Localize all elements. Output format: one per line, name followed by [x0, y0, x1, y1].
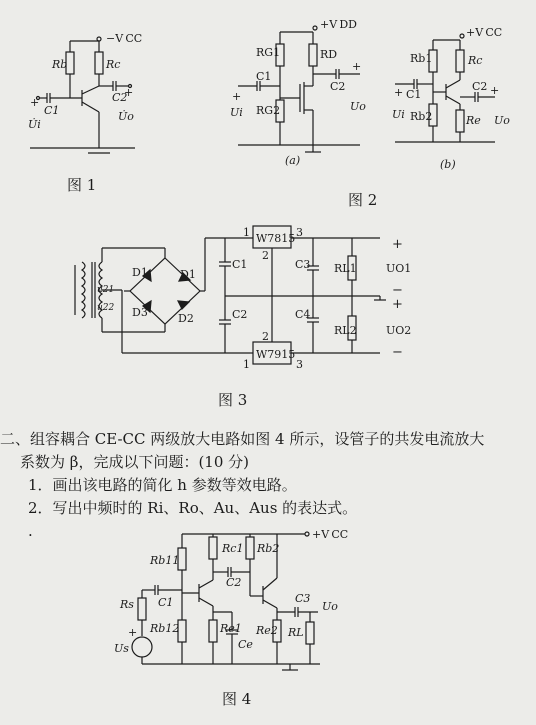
fig3-plus1: + — [392, 237, 403, 252]
fig3-minus2: − — [392, 345, 403, 360]
fig4-re1-label: Re1 — [220, 622, 242, 635]
fig1-c1-label: C1 — [44, 104, 60, 117]
question-2-text — [0, 428, 536, 543]
fig3-c3-label: C3 — [295, 258, 311, 271]
fig4-vcc-label: +V CC — [312, 528, 349, 541]
fig3-w7915-label: W7915 — [256, 348, 296, 361]
fig2a-rd-label: RD — [320, 48, 338, 61]
stray-dot: . — [28, 522, 33, 540]
fig1-rc-label: Rc — [106, 58, 121, 71]
question-continuation: 系数为 β，完成以下问题：(10 分) — [20, 453, 250, 471]
question-item-2: 2．写出中频时的 Ri、Ro、Au、Aus 的表达式。 — [28, 499, 358, 517]
fig3-c1-label: C1 — [232, 258, 248, 271]
fig4-rb12-label: Rb12 — [150, 622, 180, 635]
fig2b-ui-label: Ui — [392, 108, 405, 121]
fig2a-ui-label: Ui — [230, 106, 243, 119]
figure-3-caption: 图 3 — [218, 391, 248, 409]
fig4-ce-label: Ce — [238, 638, 253, 651]
fig1-ui-label: U̇i — [28, 118, 41, 131]
fig3-d3-label: D3 — [132, 306, 148, 319]
figure-2-caption: 图 2 — [348, 191, 378, 209]
fig3-u22-label: u22 — [97, 303, 115, 313]
fig3-uo2-label: UO2 — [386, 324, 412, 337]
question-item-1: 1．画出该电路的简化 h 参数等效电路。 — [28, 476, 297, 494]
figure-4-caption: 图 4 — [222, 690, 252, 708]
figure-1-caption: 图 1 — [67, 176, 97, 194]
fig4-c2-label: C2 — [226, 576, 242, 589]
fig2a-sub-label: (a) — [285, 154, 301, 167]
fig3-u21-label: u21 — [97, 285, 115, 295]
fig4-uo-label: Uo — [322, 600, 338, 613]
fig3-rl1-label: RL1 — [334, 262, 357, 275]
fig3-pin2-top: 2 — [262, 249, 269, 262]
fig2b-c1-label: C1 — [406, 88, 422, 101]
fig3-d2-label: D2 — [178, 312, 194, 325]
fig1-rb-label: Rb — [52, 58, 68, 71]
fig3-minus1: − — [392, 283, 403, 298]
fig4-plus-label: + — [128, 626, 138, 639]
fig3-c2-label: C2 — [232, 308, 248, 321]
fig2a-rg2-label: RG2 — [256, 104, 281, 117]
fig4-c1-label: C1 — [158, 596, 174, 609]
fig2b-plus-in: + — [394, 86, 404, 99]
question-title: 二、组容耦合 CE-CC 两级放大电路如图 4 所示，设管子的共发电流放大 — [0, 430, 485, 448]
figure-3-circuit — [75, 226, 386, 364]
fig2b-plus-out: + — [490, 84, 500, 97]
fig3-rl2-label: RL2 — [334, 324, 357, 337]
fig4-rl-label: RL — [288, 626, 304, 639]
fig2b-rb2-label: Rb2 — [410, 110, 433, 123]
fig3-uo1-label: UO1 — [386, 262, 412, 275]
fig4-re2-label: Re2 — [256, 624, 278, 637]
fig4-us-label: Us — [114, 642, 129, 655]
fig3-d1-label: D1 — [132, 266, 148, 279]
fig3-d4-label: D1 — [180, 268, 196, 281]
fig2a-c2-label: C2 — [330, 80, 346, 93]
fig3-pin3-bot: 3 — [296, 358, 303, 371]
fig2b-rb1-label: Rb1 — [410, 52, 433, 65]
fig1-uo-label: U̇o — [118, 110, 134, 123]
fig3-plus2: + — [392, 297, 403, 312]
fig2a-vdd-label: +V DD — [320, 18, 357, 31]
fig2b-c2-label: C2 — [472, 80, 488, 93]
fig3-pin2-bot: 2 — [262, 330, 269, 343]
fig2a-rg1-label: RG1 — [256, 46, 281, 59]
fig3-pin3-top: 3 — [296, 226, 303, 239]
fig2b-vcc-label: +V CC — [466, 26, 503, 39]
fig2b-sub-label: (b) — [440, 158, 456, 171]
fig1-plus-in: + — [30, 96, 40, 109]
fig4-rc1-label: Rc1 — [222, 542, 244, 555]
fig2a-plus-out: + — [352, 60, 362, 73]
fig3-pin1-bot: 1 — [243, 358, 250, 371]
fig2b-uo-label: Uo — [494, 114, 510, 127]
fig2a-plus-in: + — [232, 90, 242, 103]
fig2b-re-label: Re — [466, 114, 481, 127]
fig2a-c1-label: C1 — [256, 70, 272, 83]
fig3-pin1-top: 1 — [243, 226, 250, 239]
fig3-w7815-label: W7815 — [256, 232, 296, 245]
fig4-c3-label: C3 — [295, 592, 311, 605]
fig2b-rc-label: Rc — [468, 54, 483, 67]
fig4-rb2-label: Rb2 — [257, 542, 280, 555]
fig4-rb11-label: Rb11 — [150, 554, 180, 567]
fig1-c2-label: C2 — [112, 91, 128, 104]
fig4-rs-label: Rs — [120, 598, 134, 611]
fig1-vcc-label: −V CC — [106, 32, 143, 45]
fig2a-uo-label: Uo — [350, 100, 366, 113]
fig3-c4-label: C4 — [295, 308, 311, 321]
fig1-plus-out: + — [124, 86, 134, 99]
